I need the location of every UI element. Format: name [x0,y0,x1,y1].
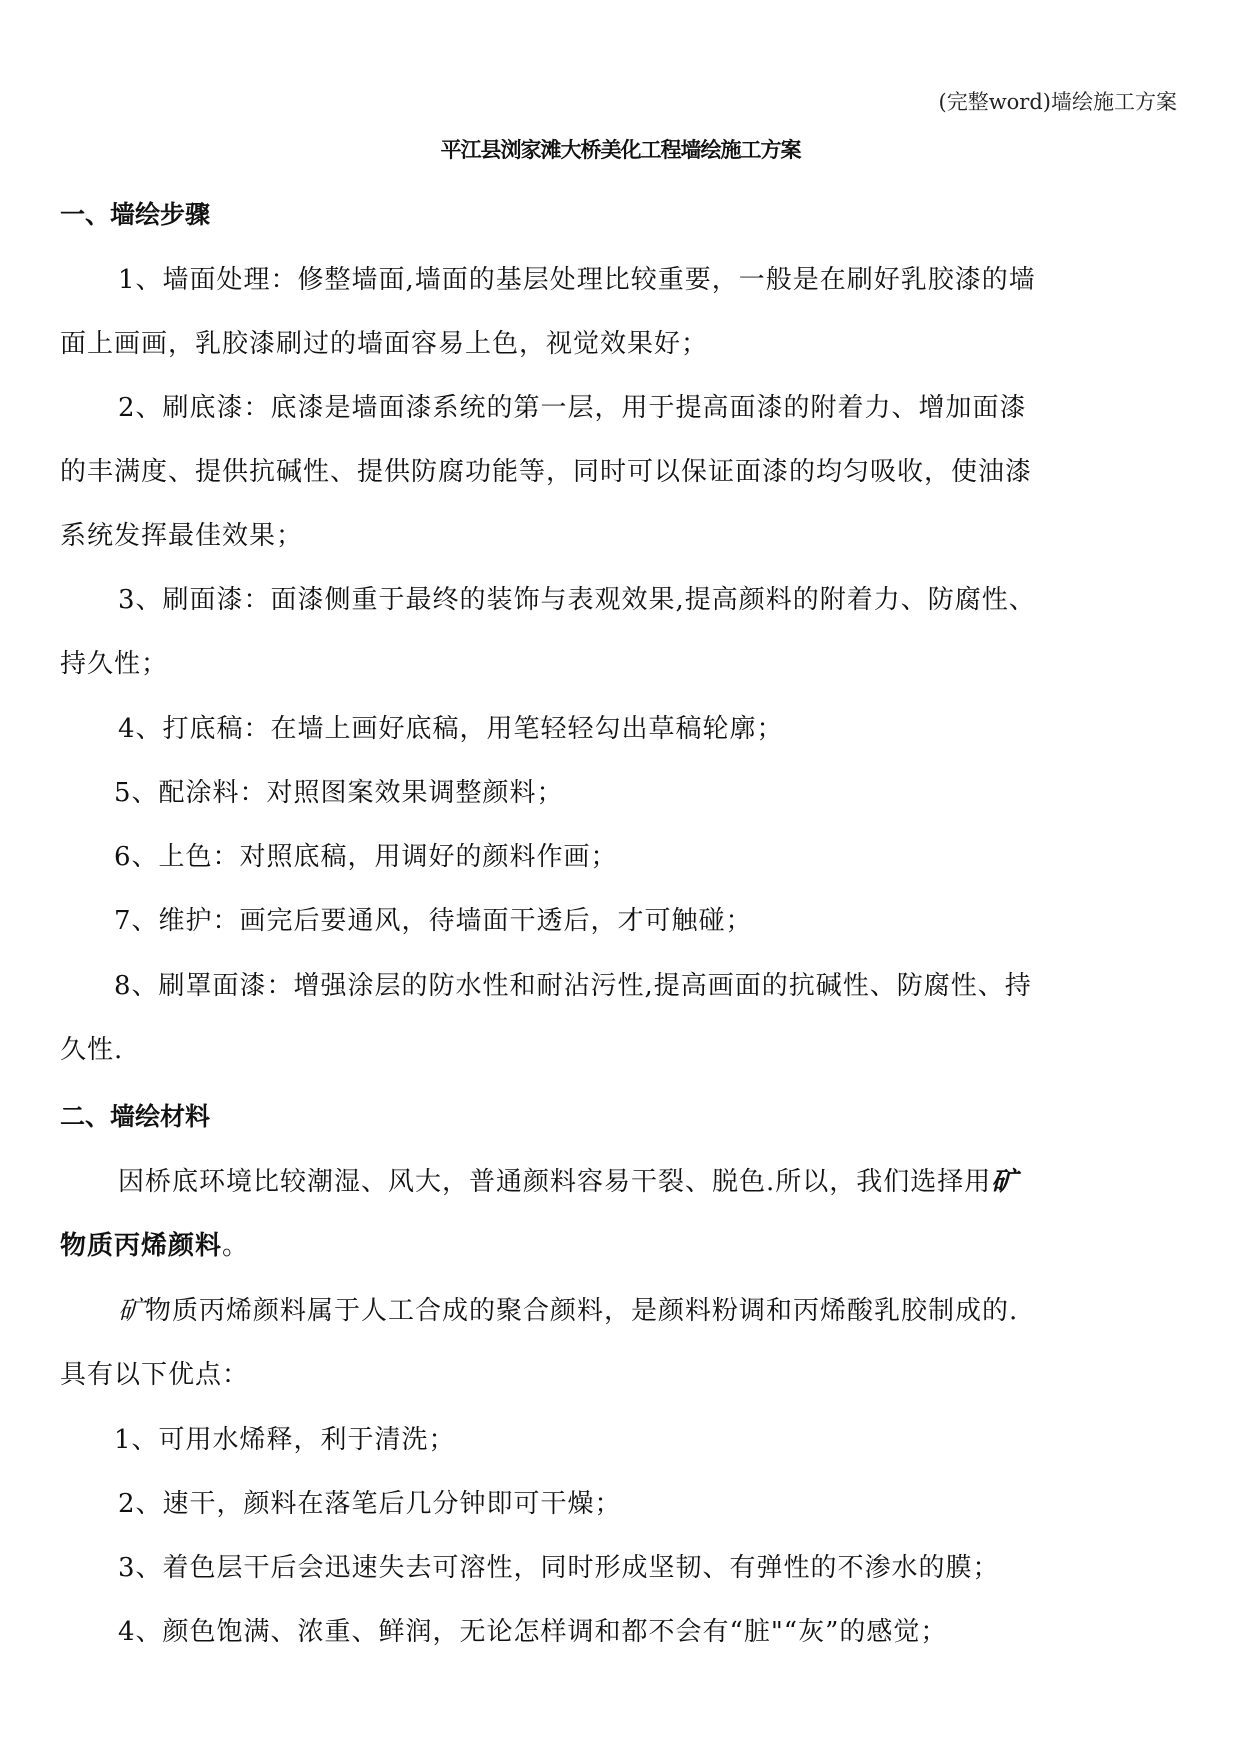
emphasis-text: 矿 [118,1296,146,1326]
section-heading-materials: 二、墙绘材料 [60,1102,211,1131]
emphasis-text: 物质丙烯颜料 [60,1231,223,1261]
paragraph-line: 面上画画，乳胶漆刷过的墙面容易上色，视觉效果好； [60,329,709,359]
paragraph-line: 4、打底稿：在墙上画好底稿，用笔轻轻勾出草稿轮廓； [118,714,784,744]
page-title: 平江县浏家滩大桥美化工程墙绘施工方案 [440,137,801,162]
paragraph-line: 系统发挥最佳效果； [60,521,304,551]
paragraph-line: 久性. [60,1035,124,1065]
paragraph-line [118,1295,1018,1327]
list-item: 4、颜色饱满、浓重、鲜润，无论怎样调和都不会有“脏"“灰”的感觉； [118,1617,948,1647]
section-heading-steps: 一、墙绘步骤 [60,200,211,229]
paragraph-line: 的丰满度、提供抗碱性、提供防腐功能等，同时可以保证面漆的均匀吸收，使油漆 [60,457,1033,487]
paragraph-line: 7、维护：画完后要通风，待墙面干透后，才可触碰； [114,906,753,936]
list-item: 3、着色层干后会迅速失去可溶性，同时形成坚韧、有弹性的不渗水的膜； [118,1553,1000,1583]
paragraph-line [118,1166,1018,1198]
paragraph-line: 1、墙面处理：修整墙面,墙面的基层处理比较重要，一般是在刷好乳胶漆的墙 [118,265,1036,295]
document-header-label: (完整word)墙绘施工方案 [938,90,1177,114]
paragraph-line: 2、刷底漆：底漆是墙面漆系统的第一层，用于提高面漆的附着力、增加面漆 [118,393,1027,423]
list-item: 2、速干，颜料在落笔后几分钟即可干燥； [118,1489,622,1519]
paragraph-line: 具有以下优点： [60,1360,250,1390]
desc-text: 物质丙烯颜料属于人工合成的聚合颜料，是颜料粉调和丙烯酸乳胶制成的. [145,1296,1019,1326]
emphasis-text: 矿 [991,1167,1019,1197]
paragraph-line: 持久性； [60,649,169,679]
intro-text: 。 [222,1231,250,1261]
paragraph-line: 8、刷罩面漆：增强涂层的防水性和耐沾污性,提高画面的抗碱性、防腐性、持 [114,971,1032,1001]
paragraph-line: 3、刷面漆：面漆侧重于最终的装饰与表观效果,提高颜料的附着力、防腐性、 [118,585,1036,615]
list-item: 1、可用水烯释，利于清洗； [114,1425,456,1455]
paragraph-line [60,1230,249,1262]
intro-text: 因桥底环境比较潮湿、风大，普通颜料容易干裂、脱色.所以，我们选择用 [118,1167,992,1197]
paragraph-line: 5、配涂料：对照图案效果调整颜料； [114,778,564,808]
paragraph-line: 6、上色：对照底稿，用调好的颜料作画； [114,842,618,872]
